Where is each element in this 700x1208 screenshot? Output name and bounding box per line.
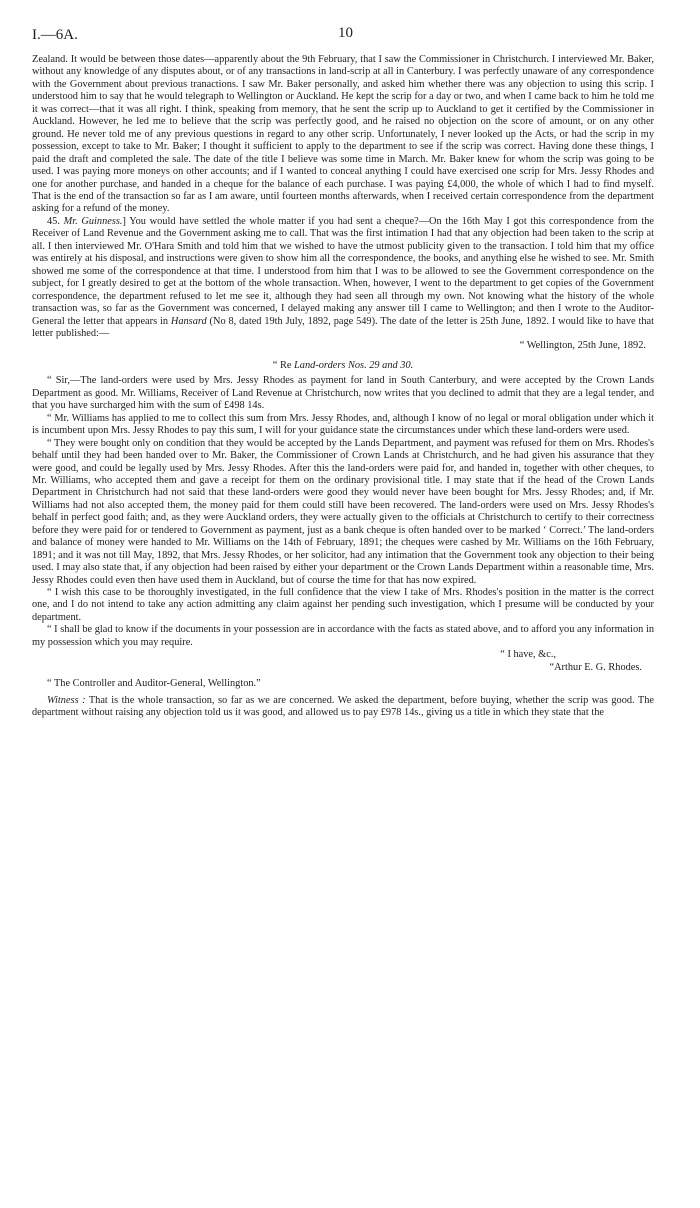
paragraph-continued: Zealand. It would be between those dates—apparently about the 9th February, that I saw the Commissioner in Christchurch. I interviewed Mr. Baker, without any knowledge of any disputes about, or of any transactions in land-scrip at all in Canterbury. I was perfectly unaware of any correspondence with the Government about previous tranactions. I saw Mr. Baker personally, and asked him whether there was any objection to using this scrip. I understood him to say that he would telegraph to Wellington or Auckland. He kept the scrip for a day or two, and when I came back to him he told me it was correct—that it was all right. I think, speaking from memory, that he sent the scrip up to Auckland to get it certified by the Commissioner in Auckland. However, he led me to believe that the scrip was perfectly good, and he raised no objection on the score of amount, or on any other ground. He never told me of any previous questions in regard to any other scrip. Unfortunately, I never looked up the Acts, or had the scrip in my possession, except to take to Mr. Baker; I thought it sufficient to apply to the department to see if the scrip was correct. Having done these things, I paid the draft and completed the sale. The date of the title I believe was some time in March. Mr. Baker knew for whom the scrip was going to be used. I was paying more moneys on other accounts; and if I wanted to conceal anything I could have exercised one scrip for Mrs. Jessy Rhodes and one for another purchase, and handed in a cheque for the balance of each purchase. I was paying £4,000, the whole of which I had to find myself. That is the end of the transaction so far as I am aware, until fourteen months afterwards, when I received certain correspondence from the department asking for a refund of the money. [32,54,654,215]
hansard-title: Hansard [170,315,207,327]
letter-paragraph: “ I wish this case to be thoroughly investigated, in the full confidence that the view I take of Mrs. Rhodes's position in the matter is the correct one, and I do not intend to take any action admitting any claim against her pending such investigation, which I presume will be conducted by your department. [32,587,654,623]
page-header [32,24,654,54]
paragraph-45-tail: (No 8, dated 19th July, 1892, page 549). The date of the letter is 25th June, 1892. I would like to have that letter published:— [32,315,654,339]
letter-paragraph: “ They were bought only on condition that they would be accepted by the Lands Department, and payment was refused for them on Mrs. Rhodes's behalf until they had been handed over to Mr. Baker, the Commissioner of Crown Lands at Christchurch, and he had given his assurance that they were good, and could be legally used by Mrs. Jessy Rhodes. After this the land-orders were paid for, and handed in, together with other cheques, to Mr. Williams, who accepted them and gave a receipt for them on the ordinary provisional title. I may state that if the head of the Crown Lands Department in Christchurch had not said that these land-orders were good they would never have been bought for Mrs. Jessy Rhodes; and, if Mr. Williams had not also accepted them, the money paid for them could still have been recovered. The land-orders were used on Mrs. Jessy Rhodes's behalf in perfect good faith; and, as they were Auckland orders, they were actually given to the officials at Christchurch to certify to their correctness before they were paid for or tendered to Government as payment, just as a bank cheque is often handed over to be marked ‘ Correct.’ The land-orders and balance of money were handed to Mr. Williams on the 14th of February, 1891; the cheques were cashed by Mr. Williams on the 16th February, 1891; and it was not till May, 1892, that Mrs. Jessy Rhodes, or her solicitor, had any intimation that the Government took any objection to their being used. I may also state that, if any objection had been raised by either your department or the Crown Lands Department within a reasonable time, Mrs. Jessy Rhodes could even then have used them in Auckland, but of course the time for that has now expired. [32,437,654,586]
letter-subject [32,360,654,372]
paragraph-number: 45. [47,215,60,227]
letter-closing: “ I have, &c., [500,649,556,661]
letter-signature: “Arthur E. G. Rhodes. [549,661,642,673]
page-number: 10 [338,25,353,41]
letter-subject-prefix: “ Re [272,359,295,371]
speaker-name: Mr. Guinness. [63,215,123,227]
letter-addressee: “ The Controller and Auditor-General, Wellington.” [47,678,261,690]
letter-dateline: “ Wellington, 25th June, 1892. [519,340,646,352]
letter-subject-title: Land-orders Nos. 29 and 30. [294,359,414,371]
letter-paragraph: “ I shall be glad to know if the documents in your possession are in accordance with the facts as stated above, and to afford you any information in my possession which you may require. [32,624,654,648]
letter-paragraph: “ Mr. Williams has applied to me to collect this sum from Mrs. Jessy Rhodes, and, although I know of no legal or moral obligation under which it is incumbent upon Mrs. Jessy Rhodes to pay this sum, I will for your guidance state the circumstances under which these land-orders were used. [32,412,654,437]
witness-text: That is the whole transaction, so far as we are concerned. We asked the department, before buying, whether the scrip was good. The department without raising any objection told us it was good, and allowed us to pay £978 14s., giving us a title in which they state that the [32,694,654,719]
paragraph-45 [32,216,654,341]
paragraph-45-text: ] You would have settled the whole matter if you had sent a cheque?—On the 16th May I got this correspondence from the Receiver of Land Revenue and the Government asking me to call. That was the first intimation I had that any objection had been taken to the scrip at all. I then interviewed Mr. O'Hara Smith and told him that we wished to have the utmost publicity given to the transaction. I told him that my office was entirely at his disposal, and instructions were given to show him all the correspondence, the books, and anything else he wished to see. Mr. Smith showed me some of the correspondence at that time. I understood from him that I was to be allowed to see the Government correspondence on the subject, for I greatly desired to get at the bottom of the whole transaction. When, however, I went to the department to get copies of the Government correspondence, the department refused to let me see it, although they had seen all through my own. Not knowing what the history of the whole transaction was, so far as the Government was concerned, I delayed making any answer till I came to Wellington; and then I wrote to the Auditor-General the letter that appears in [32,215,654,327]
letter-paragraph: “ Sir,—The land-orders were used by Mrs. Jessy Rhodes as payment for land in South Canterbury, and were accepted by the Crown Lands Department as good. Mr. Williams, Receiver of Land Revenue at Christchurch, now writes that you declined to admit that they are a legal tender, and that you have surcharged him with the sum of £498 14s. [32,375,654,412]
witness-label: Witness : [47,694,86,706]
witness-paragraph [32,695,654,720]
report-reference: I.—6A. [32,27,78,43]
